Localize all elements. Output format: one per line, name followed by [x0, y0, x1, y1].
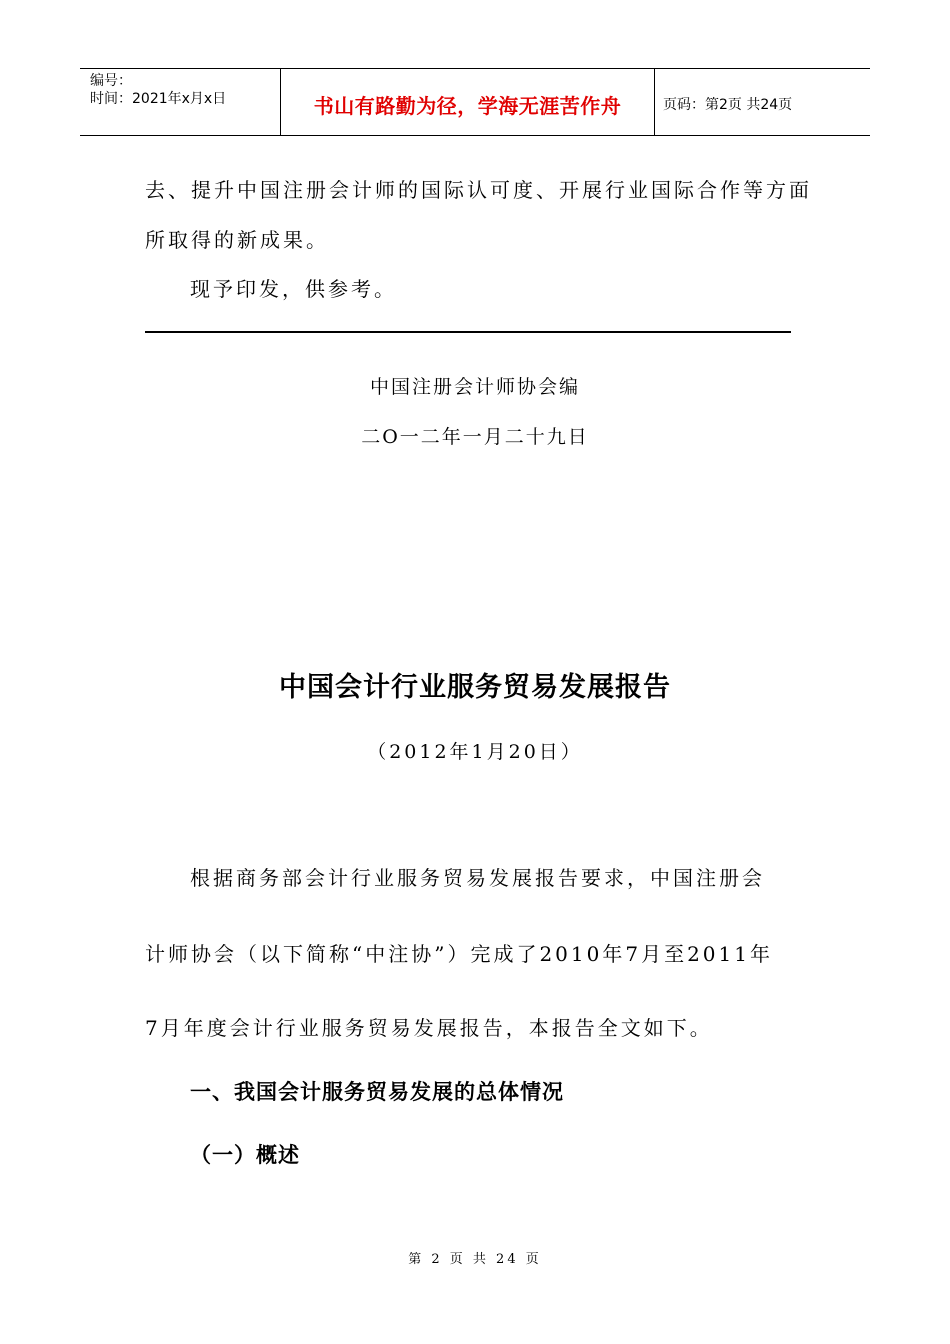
- header-page-info-cell: [655, 69, 870, 135]
- intro-line-2: 所取得的新成果。: [145, 228, 329, 252]
- header-meta: [80, 69, 281, 135]
- page-header: [80, 68, 870, 136]
- page-footer: 第 2 页 共 24 页: [408, 1252, 542, 1267]
- header-number-label: 编号：: [90, 73, 132, 89]
- header-time-label: 时间：2021年x月x日: [90, 91, 227, 107]
- intro-line-3: 现予印发，供参考。: [190, 277, 397, 301]
- paragraph-line-1: 根据商务部会计行业服务贸易发展报告要求，中国注册会: [190, 866, 765, 890]
- paragraph-line-3: 7月年度会计行业服务贸易发展报告，本报告全文如下。: [145, 1016, 713, 1040]
- signature-date: 二O一二年一月二十九日: [361, 426, 589, 448]
- section-heading-1: 一、我国会计服务贸易发展的总体情况: [190, 1080, 564, 1104]
- intro-line-1: 去、提升中国注册会计师的国际认可度、开展行业国际合作等方面: [145, 178, 812, 202]
- header-page-info: 页码：第2页 共24页: [663, 97, 793, 113]
- paragraph-line-2: 计师协会（以下简称“中注协”）完成了2010年7月至2011年: [145, 942, 773, 966]
- report-date: （2012年1月20日）: [367, 741, 583, 763]
- section-heading-2: （一）概述: [190, 1143, 300, 1167]
- signature-issuer: 中国注册会计师协会编: [369, 376, 580, 398]
- report-title: 中国会计行业服务贸易发展报告: [279, 672, 671, 703]
- header-motto: 书山有路勤为径，学海无涯苦作舟: [313, 93, 622, 118]
- header-motto-cell: [281, 69, 655, 135]
- section-divider: [145, 331, 791, 333]
